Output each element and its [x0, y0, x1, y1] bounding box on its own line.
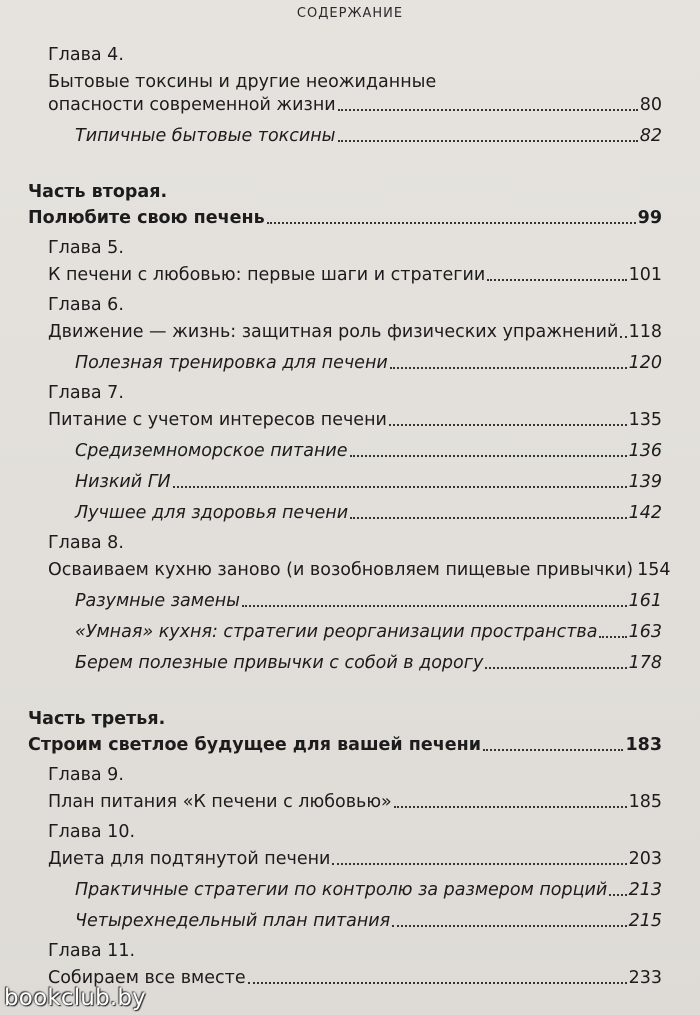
toc-page-number: 136	[628, 441, 662, 461]
toc-title-text: Собираем все вместе	[48, 968, 246, 988]
toc-section	[28, 352, 662, 374]
toc-page-number: 203	[628, 849, 662, 869]
toc-title-text: Полюбите свою печень	[28, 208, 265, 228]
toc-leader-dots	[487, 279, 626, 281]
toc-section	[28, 879, 662, 901]
toc-title-text: Четырехнедельный план питания	[75, 911, 391, 931]
toc-title-text: Разумные замены	[75, 591, 240, 611]
toc-chapter-label	[28, 821, 662, 843]
toc-page-number: 178	[628, 653, 662, 673]
toc-page-number: 213	[628, 880, 662, 900]
toc-leader-dots	[173, 486, 627, 488]
toc-page-number: 80	[639, 95, 662, 115]
toc-page-number: 161	[628, 591, 662, 611]
toc-leader-dots	[394, 806, 627, 808]
toc-page-number: 154	[637, 560, 671, 580]
toc-section	[28, 502, 662, 524]
toc-leader-dots	[609, 894, 626, 896]
toc-chapter-title	[28, 264, 662, 286]
toc-title-text: Лучшее для здоровья печени	[75, 503, 349, 523]
toc-chapter-label	[28, 532, 662, 554]
toc-title-text: «Умная» кухня: стратегии реорганизации пространства	[75, 622, 598, 642]
toc-chapter-label	[28, 940, 662, 962]
toc-chapter-label	[28, 237, 662, 259]
toc-title-text: Диета для подтянутой печени	[48, 849, 331, 869]
toc-title-text: Полезная тренировка для печени	[75, 353, 388, 373]
toc-chapter-label	[28, 44, 662, 66]
table-of-contents	[28, 44, 671, 989]
toc-title-text: опасности современной жизни	[48, 95, 336, 115]
toc-title-text: Типичные бытовые токсины	[75, 126, 336, 146]
toc-leader-dots	[248, 982, 627, 984]
toc-chapter-title	[28, 94, 662, 116]
toc-leader-dots	[338, 140, 638, 142]
toc-chapter-title	[28, 409, 662, 431]
toc-part-title	[28, 207, 662, 229]
toc-section	[28, 471, 662, 493]
toc-chapter-title	[28, 791, 662, 813]
toc-leader-dots	[350, 517, 626, 519]
toc-title-text: Осваиваем кухню заново (и возобновляем пищевые привычки)	[48, 560, 634, 580]
toc-leader-dots	[599, 636, 626, 638]
toc-title-text: Низкий ГИ	[75, 472, 171, 492]
toc-title-text: Практичные стратегии по контролю за размером порций	[75, 880, 608, 900]
toc-title-text: Глава 8.	[48, 533, 124, 553]
toc-page-number: 135	[628, 410, 662, 430]
toc-title-text: План питания «К печени с любовью»	[48, 792, 392, 812]
toc-chapter-label	[28, 764, 662, 786]
toc-title-text: Строим светлое будущее для вашей печени	[28, 735, 481, 755]
toc-entry-line: Бытовые токсины и другие неожиданные	[48, 72, 437, 92]
toc-section	[28, 652, 662, 674]
toc-page-number: 99	[637, 208, 662, 228]
toc-chapter-label	[28, 382, 662, 404]
toc-page-number: 101	[628, 265, 662, 285]
toc-leader-dots	[332, 863, 626, 865]
toc-section	[28, 440, 662, 462]
watermark: bookclub.by	[4, 985, 146, 1011]
toc-page-number: 215	[628, 911, 662, 931]
toc-leader-dots	[392, 925, 626, 927]
toc-title-text: Берем полезные привычки с собой в дорогу	[75, 653, 484, 673]
toc-leader-dots	[485, 667, 626, 669]
toc-title-text: Часть третья.	[28, 709, 166, 729]
toc-title-text: Глава 6.	[48, 295, 124, 315]
toc-title-text: Глава 10.	[48, 822, 136, 842]
running-head: СОДЕРЖАНИЕ	[296, 6, 404, 21]
toc-page-number: 82	[639, 126, 662, 146]
toc-title-text: Движение — жизнь: защитная роль физических упражнений	[48, 322, 619, 342]
toc-page-number: 142	[628, 503, 662, 523]
toc-part-label	[28, 708, 662, 730]
toc-section	[28, 125, 662, 147]
toc-chapter-title	[28, 559, 671, 581]
toc-leader-dots	[389, 424, 627, 426]
toc-title-text: Глава 9.	[48, 765, 124, 785]
toc-page-number: 139	[628, 472, 662, 492]
toc-title-text: Средиземноморское питание	[75, 441, 348, 461]
toc-leader-dots	[350, 455, 627, 457]
toc-section	[28, 621, 662, 643]
toc-chapter-title	[28, 848, 662, 870]
toc-leader-dots	[242, 605, 627, 607]
toc-title-text: Глава 5.	[48, 238, 124, 258]
toc-chapter-label	[28, 294, 662, 316]
toc-title-text: К печени с любовью: первые шаги и стратегии	[48, 265, 486, 285]
toc-page-number: 120	[628, 353, 662, 373]
toc-title-text: Глава 7.	[48, 383, 124, 403]
toc-page-number: 233	[628, 968, 662, 988]
toc-page-number: 163	[628, 622, 662, 642]
toc-section	[28, 590, 662, 612]
toc-part-label	[28, 181, 662, 203]
toc-part-title	[28, 734, 662, 756]
toc-leader-dots	[267, 222, 636, 224]
toc-leader-dots	[620, 336, 626, 338]
toc-section	[28, 910, 662, 932]
toc-title-text: Глава 11.	[48, 941, 136, 961]
toc-title-text: Часть вторая.	[28, 182, 168, 202]
toc-chapter-title	[28, 321, 662, 343]
toc-page-number: 118	[628, 322, 662, 342]
toc-title-text: Глава 4.	[48, 45, 124, 65]
toc-title-text: Питание с учетом интересов печени	[48, 410, 387, 430]
toc-leader-dots	[390, 367, 627, 369]
toc-page-number: 183	[625, 735, 662, 755]
toc-leader-dots	[483, 749, 624, 751]
toc-page-number: 185	[628, 792, 662, 812]
toc-leader-dots	[338, 109, 638, 111]
